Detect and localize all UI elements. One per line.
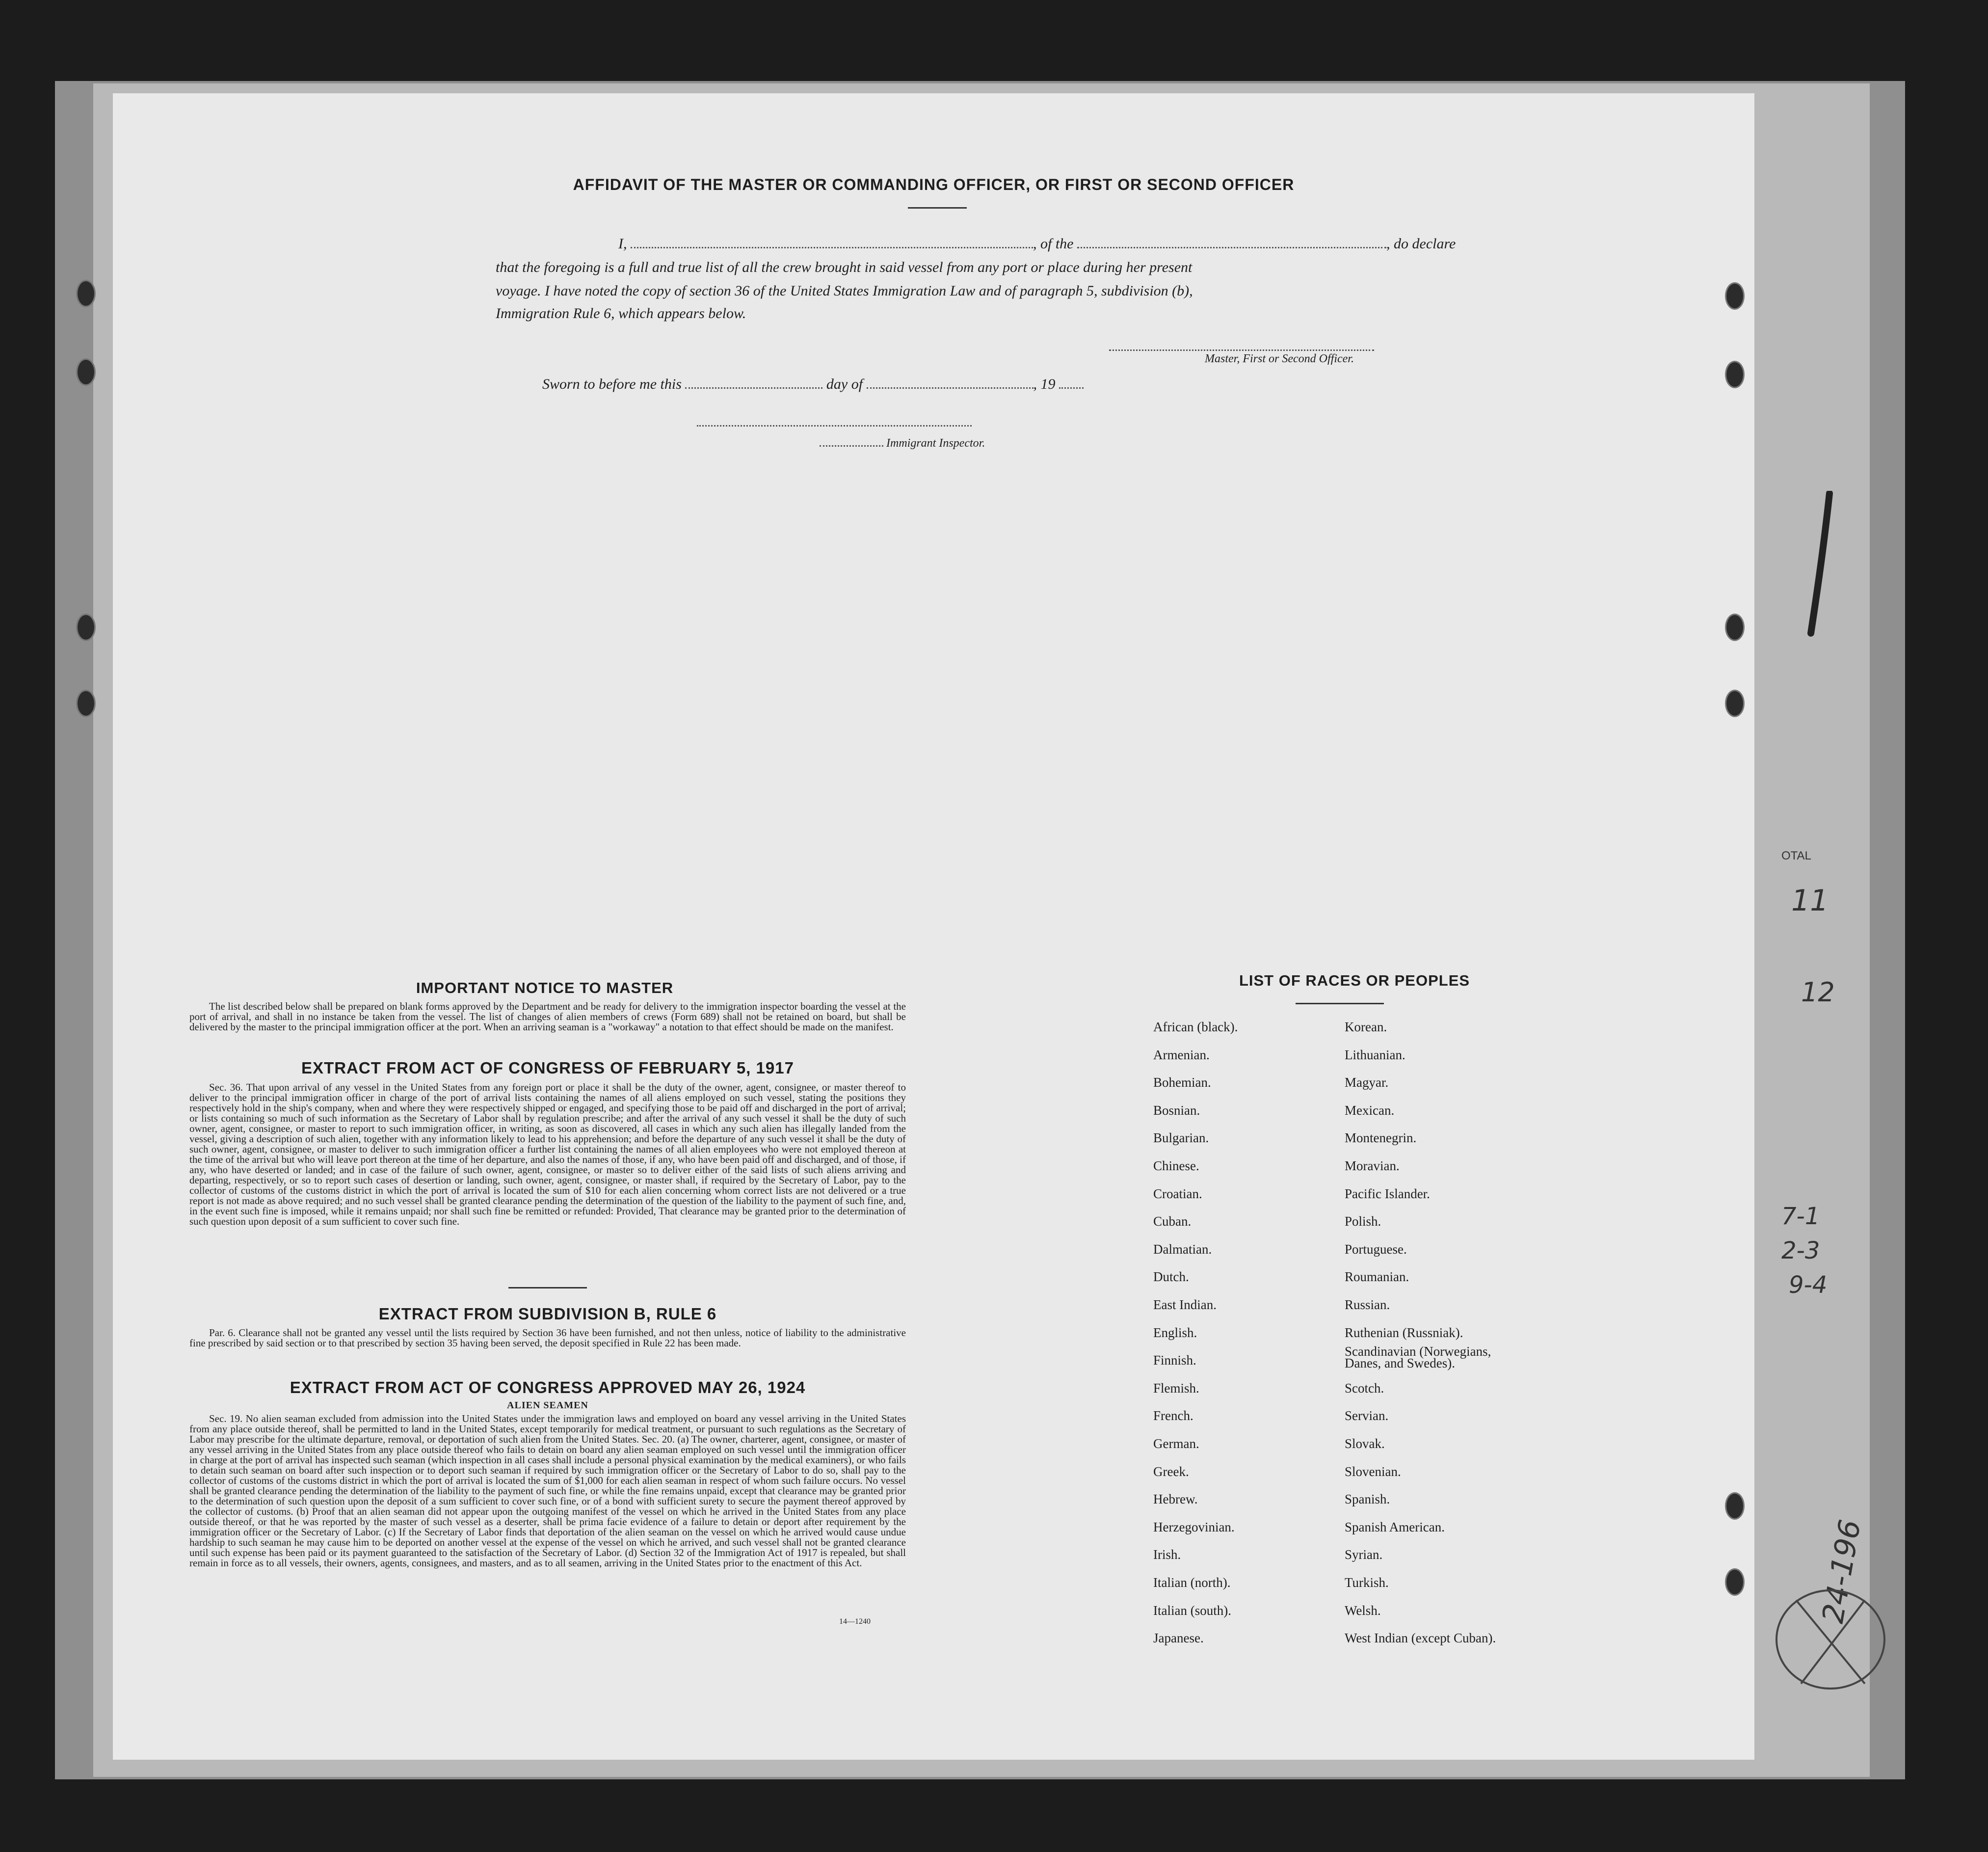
title-underline [908, 207, 967, 209]
punch-hole [1725, 614, 1745, 641]
extract-1924-title: EXTRACT FROM ACT OF CONGRESS APPROVED MAY 26, 1924 [290, 1378, 806, 1396]
inspector-signature-line[interactable] [697, 424, 972, 427]
race-item: Mexican. [1345, 1102, 1395, 1118]
race-item: Cuban. [1153, 1214, 1192, 1229]
affidavit-line-4: Immigration Rule 6, which appears below. [496, 305, 746, 322]
race-item: Dalmatian. [1153, 1241, 1212, 1257]
of-the-label: , of the [1033, 236, 1074, 252]
race-item: Italian (south). [1153, 1603, 1231, 1618]
race-item: Turkish. [1345, 1575, 1389, 1590]
punch-hole [1725, 282, 1745, 310]
extract-1917-title: EXTRACT FROM ACT OF CONGRESS OF FEBRUARY 5, 1917 [301, 1059, 794, 1077]
notice-title: IMPORTANT NOTICE TO MASTER [416, 979, 674, 996]
punch-hole [76, 280, 96, 307]
sworn-day-field[interactable] [685, 376, 822, 389]
margin-circle-mark [1767, 1581, 1894, 1703]
punch-hole [76, 690, 96, 717]
punch-hole [76, 614, 96, 641]
race-item: Japanese. [1153, 1631, 1204, 1646]
race-item: Chinese. [1153, 1158, 1199, 1173]
race-item: Lithuanian. [1345, 1047, 1405, 1062]
race-item: Scotch. [1345, 1380, 1384, 1396]
sworn-year-field[interactable] [1059, 376, 1084, 389]
race-item: Croatian. [1153, 1186, 1202, 1201]
race-item: Herzegovinian. [1153, 1519, 1235, 1534]
name-field[interactable] [631, 236, 1033, 248]
punch-hole [1725, 1568, 1745, 1596]
race-item: Slovak. [1345, 1436, 1385, 1451]
affidavit-title: AFFIDAVIT OF THE MASTER OR COMMANDING OFFICER, OR FIRST OR SECOND OFFICER [573, 176, 1295, 193]
race-item: Greek. [1153, 1464, 1189, 1479]
race-item: English. [1153, 1325, 1197, 1340]
sworn-line [542, 376, 1084, 393]
notice-text: The list described below shall be prepared on blank forms approved by the Department and be ready for delivery to the immigration inspector boarding the vessel at the port of arrival, and shall in no instance be taken from the vessel. The list of changes of alien members of crews (Form 689) shall not be retained on board, but shall be delivered by the master to the principal immigration officer at the port. When an arriving seaman is a "workaway" a notation to that effect should be made on the manifest. [189, 1000, 906, 1033]
divider-1 [508, 1287, 587, 1288]
affidavit-line-1 [540, 236, 1531, 252]
race-item: Irish. [1153, 1547, 1181, 1562]
race-item: Polish. [1345, 1214, 1381, 1229]
race-item: Armenian. [1153, 1047, 1210, 1062]
race-item: East Indian. [1153, 1297, 1217, 1312]
punch-hole [1725, 361, 1745, 388]
extract-1917-text: Sec. 36. That upon arrival of any vessel in the United States from any foreign port or place it shall be the duty of the owner, agent, consignee, or master thereof to deliver to the principal immigration officer in charge of the port of arrival lists containing the names of all aliens employed on such vessel, stating the positions they respectively hold in the ship's company, when and where they were respectively shipped or engaged, and specifying those to be paid off and discharged in the port of arrival; or lists containing so much of such information as the Secretary of Labor shall by regulation prescribe; and after the arrival of any such vessel it shall be the duty of such owner, agent, consignee, or master to report to such immigration officer, in writing, as soon as discovered, all cases in which any such alien has illegally landed from the vessel, giving a description of such alien, together with any information likely to lead to his apprehension; and before the departure of any such vessel it shall be the duty of such owner, agent, consignee, or master to deliver to such immigration officer a further list containing the names of all alien employees who were not employed thereon at the time of the arrival but who will leave port thereon at the time of her departure, and also the names of those, if any, who have been paid off and discharged, and of those, if any, who have deserted or landed; and in case of the failure of such owner, agent, consignee, or master so to deliver either of the said lists of such aliens arriving and departing, respectively, or so to report such cases of desertion or landing, such owner, agent, consignee, or master shall, if required by the Secretary of Labor, pay to the collector of customs of the customs district in which the port of arrival is located the sum of $10 for each alien concerning whom correct lists are not delivered or a true report is not made as above required; and no such vessel shall be granted clearance pending the determination of the question of the liability to the payment of such fine, and, in the event such fine is imposed, while it remains unpaid; nor shall such fine be remitted or refunded: Provided, That clearance may be granted prior to the determination of such question upon deposit of a sum sufficient to cover such fine. [189, 1081, 906, 1227]
race-item: Hebrew. [1153, 1492, 1198, 1507]
race-item: Slovenian. [1345, 1464, 1401, 1479]
race-item: Roumanian. [1345, 1269, 1409, 1285]
sworn-month-field[interactable] [867, 376, 1034, 389]
rule6-text: Par. 6. Clearance shall not be granted any vessel until the lists required by Section 36 have been furnished, and not then unless, notice of liability to the administrative fine prescribed by said section or to that prescribed by section 35 having been served, the deposit specified in Rule 22 has been made. [189, 1327, 906, 1349]
inspector-label-text: Immigrant Inspector. [886, 437, 985, 450]
punch-hole [1725, 690, 1745, 717]
extract-1924-text: Sec. 19. No alien seaman excluded from admission into the United States under the immigration laws and employed on board any vessel arriving in the United States from any place outside thereof, shall be permitted to land in the United States, except temporarily for medical treatment, or pursuant to such regulations as the Secretary of Labor may prescribe for the ultimate departure, removal, or deportation of such alien from the United States. Sec. 20. (a) The owner, charterer, agent, consignee, or master of any vessel arriving in the United States from any place outside thereof who fails to detain on board any alien seaman employed on such vessel until the immigration officer in charge at the port of arrival has inspected such seaman (which inspection in all cases shall include a personal physical examination by the medical examiners), or who fails to detain such seaman on board after such inspection or to deport such seaman if required by such immigration officer or the Secretary of Labor to do so, shall pay to the collector of customs of the customs district in which the port of arrival is located the sum of $1,000 for each alien seaman in respect of whom such failure occurs. No vessel shall be granted clearance pending the determination of the liability to the payment of such fine, or while the fine remains unpaid, except that clearance may be granted prior to the determination of such question upon the deposit of a sum sufficient to cover such fine, or of a bond with sufficient surety to secure the payment thereof approved by the collector of customs. (b) Proof that an alien seaman did not appear upon the outgoing manifest of the vessel on which he arrived in the United States from any place outside thereof, or that he was reported by the master of such vessel as a deserter, shall be prima facie evidence of a failure to detain or deport after requirement by the immigration officer or the Secretary of Labor. (c) If the Secretary of Labor finds that deportation of the alien seaman on the vessel on which he arrived would cause undue hardship to such seaman he may cause him to be deported on another vessel at the expense of the vessel on which he arrived, and such vessel shall not be granted clearance until such expense has been paid or its payment guaranteed to the satisfaction of the Secretary of Labor. (d) Section 32 of the Immigration Act of 1917 is repealed, but shall remain in force as to all vessels, their owners, agents, consignees, and masters, and as to all seamen, arriving in the United States prior to the enactment of this Act. [189, 1413, 906, 1569]
form-number: 14—1240 [839, 1617, 871, 1626]
affidavit-i-label: I, [618, 236, 627, 252]
sworn-label: Sworn to before me this [542, 376, 682, 392]
do-declare-label: , do declare [1386, 236, 1456, 252]
race-item: Flemish. [1153, 1380, 1199, 1396]
race-item: Magyar. [1345, 1075, 1389, 1090]
race-item: African (black). [1153, 1020, 1238, 1034]
inspector-label [820, 437, 985, 450]
margin-tally-2: 12 [1801, 977, 1835, 1008]
vessel-field[interactable] [1077, 236, 1386, 248]
race-item: Bosnian. [1153, 1102, 1200, 1118]
margin-total-label: OTAL [1781, 849, 1811, 862]
race-item: Finnish. [1153, 1353, 1196, 1368]
race-item: Scandinavian (Norwegians, Danes, and Swedes). [1345, 1344, 1491, 1371]
races-title: LIST OF RACES OR PEOPLES [1239, 972, 1470, 989]
punch-hole [1725, 1492, 1745, 1520]
race-item: Italian (north). [1153, 1575, 1231, 1590]
affidavit-line-2: that the foregoing is a full and true list of all the crew brought in said vessel from any port or place during her present [496, 259, 1193, 275]
race-item: Russian. [1345, 1297, 1390, 1312]
margin-tally-1: 11 [1791, 884, 1829, 918]
margin-tally-4: 2-3 [1781, 1237, 1820, 1264]
race-item: Ruthenian (Russniak). [1345, 1325, 1463, 1340]
inspector-dots [820, 439, 883, 447]
race-item: Servian. [1345, 1408, 1389, 1423]
race-item: Dutch. [1153, 1269, 1189, 1285]
race-item: Moravian. [1345, 1158, 1400, 1173]
race-item: West Indian (except Cuban). [1345, 1631, 1496, 1646]
rule6-title: EXTRACT FROM SUBDIVISION B, RULE 6 [378, 1305, 717, 1323]
margin-tally-5: 9-4 [1789, 1271, 1828, 1299]
race-item: Bohemian. [1153, 1075, 1211, 1090]
races-underline [1296, 1003, 1384, 1004]
race-item: Pacific Islander. [1345, 1186, 1430, 1201]
year-label: , 19 [1033, 376, 1056, 392]
race-item: Bulgarian. [1153, 1130, 1209, 1146]
race-item: German. [1153, 1436, 1199, 1451]
race-item: Korean. [1345, 1020, 1387, 1034]
race-item: Portuguese. [1345, 1241, 1407, 1257]
race-item: Welsh. [1345, 1603, 1381, 1618]
extract-1924-subtitle: ALIEN SEAMEN [507, 1400, 588, 1411]
day-of-label: day of [826, 376, 863, 392]
margin-tally-3: 7-1 [1781, 1203, 1820, 1230]
master-signature-line[interactable] [1109, 349, 1374, 351]
affidavit-line-3: voyage. I have noted the copy of section 36 of the United States Immigration Law and of paragraph 5, subdivision (b), [496, 283, 1193, 299]
race-item: Syrian. [1345, 1547, 1383, 1562]
punch-hole [76, 358, 96, 386]
race-item: Montenegrin. [1345, 1130, 1417, 1146]
race-item: Spanish American. [1345, 1519, 1445, 1534]
affidavit-page [113, 93, 1754, 1760]
master-signature-label: Master, First or Second Officer. [1205, 352, 1354, 365]
margin-file-number: 24-196 [1816, 1517, 1868, 1626]
race-item: Spanish. [1345, 1492, 1390, 1507]
race-item: French. [1153, 1408, 1193, 1423]
margin-pen-stroke [1806, 491, 1835, 638]
